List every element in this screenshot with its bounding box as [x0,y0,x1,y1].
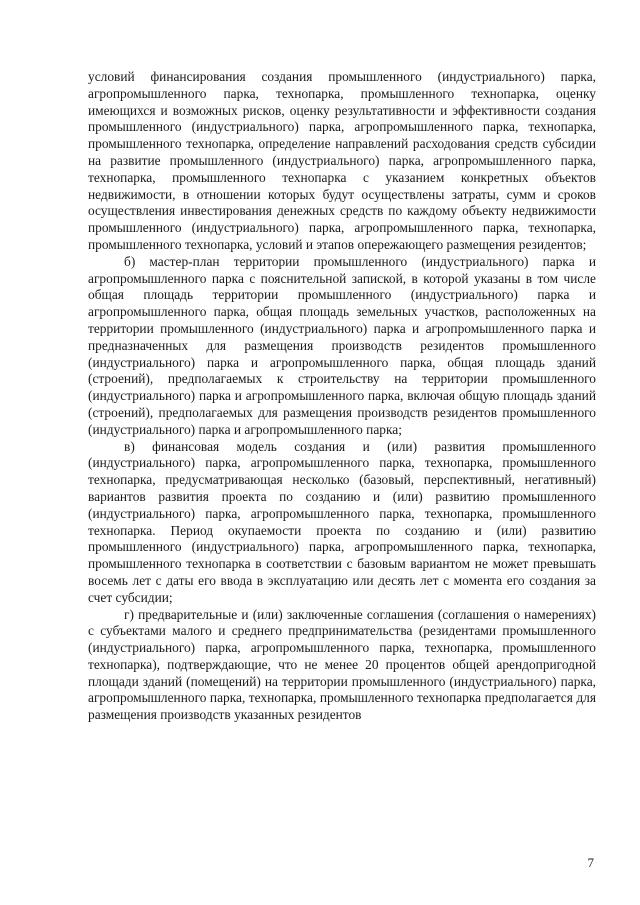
paragraph-continuation: условий финансирования создания промышленного (индустриального) парка, агропромышленного парка, технопарка, промышленного технопарка, оценку имеющихся и возможных рисков, оценку результативности и эффективности создания промышленного (индустриального) парка, агропромышленного парка, технопарка, промышленного технопарка, определение направлений расходования средств субсидии на развитие промышленного (индустриального) парка, агропромышленного парка, технопарка, промышленного технопарка с указанием конкретных объектов недвижимости, в отношении которых будут осуществлены затраты, сумм и сроков осуществления инвестирования денежных средств по каждому объекту недвижимости промышленного (индустриального) парка, агропромышленного парка, технопарка, промышленного технопарка, условий и этапов опережающего размещения резидентов; [88,69,596,252]
paragraph-v: в) финансовая модель создания и (или) развития промышленного (индустриального) парка, агропромышленного парка, технопарка, промышленного технопарка, предусматривающая несколько (базовый, перспективный, негативный) вариантов развития проекта по созданию и (или) развитию промышленного (индустриального) парка, агропромышленного парка, технопарка, промышленного технопарка. Период окупаемости проекта по созданию и (или) развитию промышленного (индустриального) парка, агропромышленного парка, технопарка, промышленного технопарка в соответствии с базовым вариантом не может превышать восемь лет с даты его ввода в эксплуатацию или десять лет с момента его создания за счет субсидии; [88,438,596,605]
paragraph-g: г) предварительные и (или) заключенные соглашения (соглашения о намерениях) с субъектами малого и среднего предпринимательства (резидентами промышленного (индустриального) парка, агропромышленного парка, технопарка, промышленного технопарка), подтверждающие, что не менее 20 процентов общей арендопригодной площади зданий (помещений) на территории промышленного (индустриального) парка, агропромышленного парка, технопарка, промышленного технопарка предполагается для размещения производств указанных резидентов [88,606,596,723]
document-body [88,69,596,724]
page-number: 7 [587,855,594,870]
paragraph-b: б) мастер-план территории промышленного (индустриального) парка и агропромышленного парка с пояснительной запиской, в которой указаны в том числе общая площадь территории промышленного (индустриального) парка и агропромышленного парка, общая площадь земельных участков, расположенных на территории промышленного (индустриального) парка и агропромышленного парка и предназначенных для размещения производств резидентов промышленного (индустриального) парка и агропромышленного парка, общая площадь зданий (строений), предполагаемых к строительству на территории промышленного (индустриального) парка и агропромышленного парка, включая общую площадь зданий (строений), предполагаемых для размещения производств резидентов промышленного (индустриального) парка и агропромышленного парка; [88,253,596,437]
